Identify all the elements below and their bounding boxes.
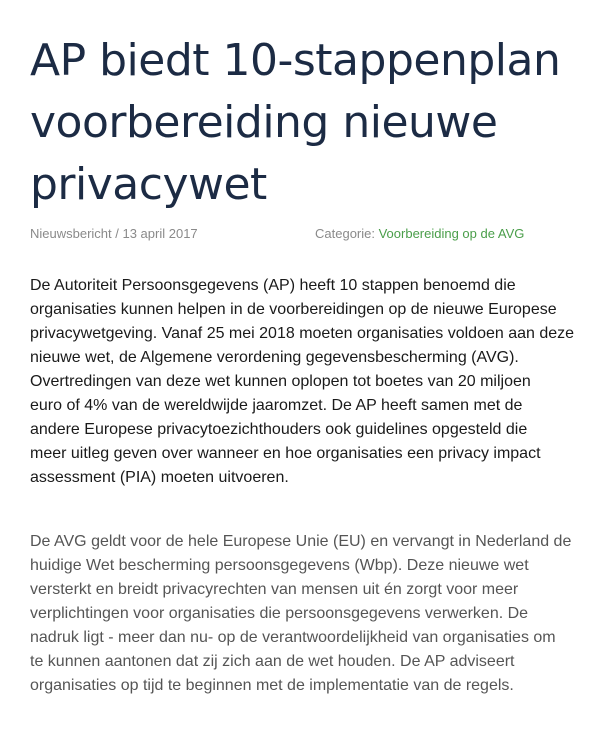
text-line: nadruk ligt - meer dan nu- op de verantwoordelijkheid van organisaties om: [30, 629, 556, 646]
text-line: meer uitleg geven over wanneer en hoe organisaties een privacy impact: [30, 445, 541, 462]
category-label: Categorie:: [315, 226, 379, 241]
title-line: AP biedt 10-stappenplan: [30, 35, 561, 86]
title-line: privacywet: [30, 159, 267, 210]
title-line: voorbereiding nieuwe: [30, 97, 498, 148]
category-link[interactable]: Voorbereiding op de AVG: [378, 226, 525, 241]
article-title: [30, 30, 600, 216]
article-type-date: Nieuwsbericht / 13 april 2017: [30, 226, 198, 241]
article-category: [315, 224, 524, 244]
text-line: nieuwe wet, de Algemene verordening gegevensbescherming (AVG).: [30, 349, 519, 366]
text-line: Overtredingen van deze wet kunnen oplopen tot boetes van 20 miljoen: [30, 373, 531, 390]
text-line: huidige Wet bescherming persoonsgegevens (Wbp). Deze nieuwe wet: [30, 557, 529, 574]
text-line: organisaties kunnen helpen in de voorbereidingen op de nieuwe Europese: [30, 301, 557, 318]
text-line: euro of 4% van de wereldwijde jaaromzet. De AP heeft samen met de: [30, 397, 523, 414]
text-line: andere Europese privacytoezichthouders ook guidelines opgesteld die: [30, 421, 528, 438]
text-line: De Autoriteit Persoonsgegevens (AP) heeft 10 stappen benoemd die: [30, 277, 516, 294]
body-paragraph: [30, 530, 600, 698]
article-body: [30, 274, 600, 698]
text-line: te kunnen aantonen dat zij zich aan de wet houden. De AP adviseert: [30, 653, 515, 670]
text-line: versterkt en breidt privacyrechten van mensen uit én zorgt voor meer: [30, 581, 519, 598]
lead-paragraph: [30, 274, 600, 490]
article-meta: [30, 224, 590, 244]
text-line: privacywetgeving. Vanaf 25 mei 2018 moeten organisaties voldoen aan deze: [30, 325, 575, 342]
text-line: verplichtingen voor organisaties die persoonsgegevens verwerken. De: [30, 605, 529, 622]
text-line: De AVG geldt voor de hele Europese Unie (EU) en vervangt in Nederland de: [30, 533, 572, 550]
text-line: organisaties op tijd te beginnen met de implementatie van de regels.: [30, 677, 514, 694]
text-line: assessment (PIA) moeten uitvoeren.: [30, 469, 289, 486]
